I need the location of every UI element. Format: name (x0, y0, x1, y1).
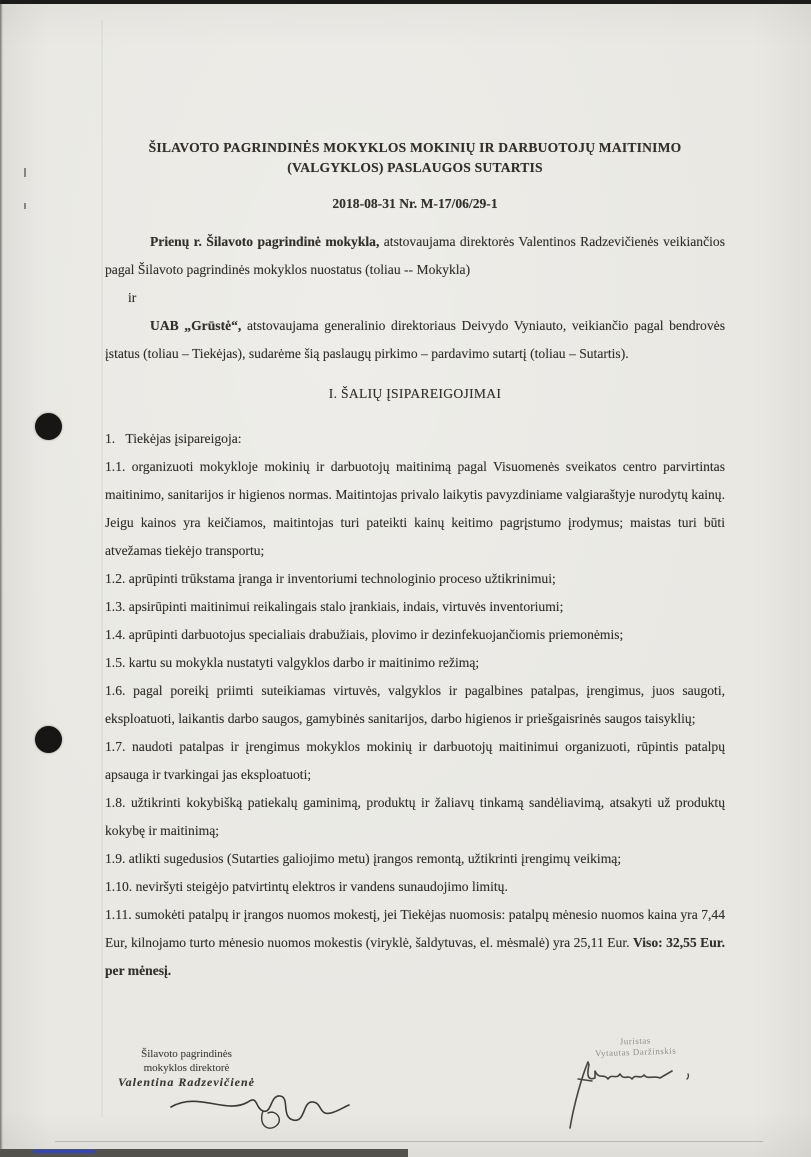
clause-1-2: 1.2. aprūpinti trūkstama įranga ir inventoriumi technologinio proceso užtikrinimui; (105, 571, 556, 586)
jurist-signature (558, 1058, 718, 1130)
hole-punch-mark (35, 726, 62, 753)
signature-block-jurist (553, 1033, 719, 1061)
clause-1-5: 1.5. kartu su mokykla nustatyti valgyklos darbo ir maitinimo režimą; (105, 655, 480, 670)
party2-description: atstovaujama generalinio direktoriaus Deivydo Vyniauto, veikiančio pagal bendrovės įstatus (toliau – Tiekėjas), sudarėme šią paslaugų pirkimo – pardavimo sutartį (toliau – Sutartis). (105, 318, 725, 361)
clause-1-8: 1.8. užtikrinti kokybišką patiekalų gaminimą, produktų ir žaliavų tinkamą sandėliavimą, atsakyti už produktų kokybę ir maitinimą; (105, 795, 725, 838)
clause-1-1: 1.1. organizuoti mokykloje mokinių ir darbuotojų maitinimą pagal Visuomenės sveikatos centro parvirtintas maitinimo, sanitarijos ir higienos normas. Maitintojas privalo laikytis pavyzdiniame valgiaraštyje nurodytų kainų. Jeigu kainos yra keičiamos, maitintojas turi pateikti kainų keitimo pagrįstumo įrodymus; maistas turi būti atvežamas tiekėjo transportu; (105, 459, 725, 558)
clause-1-11-text: 1.11. sumokėti patalpų ir įrangos nuomos mokestį, jei Tiekėjas nuomosis: patalpų mėnesio nuomos kaina yra 7,44 Eur, kilnojamo turto mėnesio nuomos mokestis (viryklė, šaldytuvas, el. mėsmalė) yra 25,11 Eur. (105, 907, 725, 950)
director-name: Valentina Radzevičienė (118, 1075, 255, 1089)
document-title: ŠILAVOTO PAGRINDINĖS MOKYKLOS MOKINIŲ IR DARBUOTOJŲ MAITINIMO (VALGYKLOS) PASLAUGOS SUTARTIS (148, 140, 682, 175)
jurist-title: Juristas (619, 1035, 651, 1047)
scan-speck (24, 203, 26, 209)
bottom-blue-line (33, 1150, 95, 1153)
document-body (105, 0, 725, 985)
party2-name: UAB „Grūstė“, (150, 318, 242, 333)
signature-block-director (84, 1047, 289, 1089)
scan-edge-left (0, 0, 3, 1157)
section-heading: I. ŠALIŲ ĮSIPAREIGOJIMAI (328, 386, 502, 401)
party1-description: atstovaujama direktorės Valentinos Radzevičienės veikiančios pagal Šilavoto pagrindinės mokyklos nuostatus (toliau -- Mokykla) (105, 234, 725, 277)
clause-1-3: 1.3. apsirūpinti maitinimui reikalingais stalo įrankiais, indais, virtuvės inventoriumi; (105, 599, 564, 614)
jurist-name: Vytautas Daržinskis (594, 1045, 677, 1059)
party1-name: Prienų r. Šilavoto pagrindinė mokykla, (150, 234, 380, 249)
faint-bottom-line (55, 1141, 763, 1142)
party1-paragraph (105, 228, 725, 284)
clause-1-6: 1.6. pagal poreikį priimti suteikiamas virtuvės, valgyklos ir pagalbines patalpas, įrengimus, juos saugoti, eksploatuoti, laikantis darbo saugos, gamybinės sanitarijos, darbo higienos ir priešgaisrinės saugos taisyklių; (105, 683, 725, 726)
director-signature (168, 1085, 353, 1140)
hole-punch-mark (35, 413, 62, 440)
clause-1-11-total: Viso: 32,55 Eur. per mėnesį. (105, 935, 725, 978)
party2-paragraph (105, 312, 725, 368)
paper-crease (101, 20, 103, 1117)
conjunction: ir (128, 290, 137, 305)
clause-lead: 1. Tiekėjas įsipareigoja: (105, 431, 242, 446)
clause-1-10: 1.10. neviršyti steigėjo patvirtintų elektros ir vandens sunaudojimo limitų. (105, 879, 508, 894)
clause-1-4: 1.4. aprūpinti darbuotojus specialiais drabužiais, plovimo ir dezinfekuojančiomis priemonėmis; (105, 627, 624, 642)
document-number: 2018-08-31 Nr. M-17/06/29-1 (332, 196, 498, 211)
clause-1-7: 1.7. naudoti patalpas ir įrengimus mokyklos mokinių ir darbuotojų maitinimui organizuoti, rūpintis patalpų apsauga ir tvarkingai jas eksploatuoti; (105, 739, 725, 782)
clause-1-11 (105, 901, 725, 985)
director-title-line1: Šilavoto pagrindinės (141, 1048, 232, 1060)
clause-1-9: 1.9. atlikti sugedusios (Sutarties galiojimo metu) įrangos remontą, užtikrinti įrengimų veikimą; (105, 851, 622, 866)
scan-speck (24, 168, 26, 177)
director-title-line2: mokyklos direktorė (143, 1062, 230, 1074)
